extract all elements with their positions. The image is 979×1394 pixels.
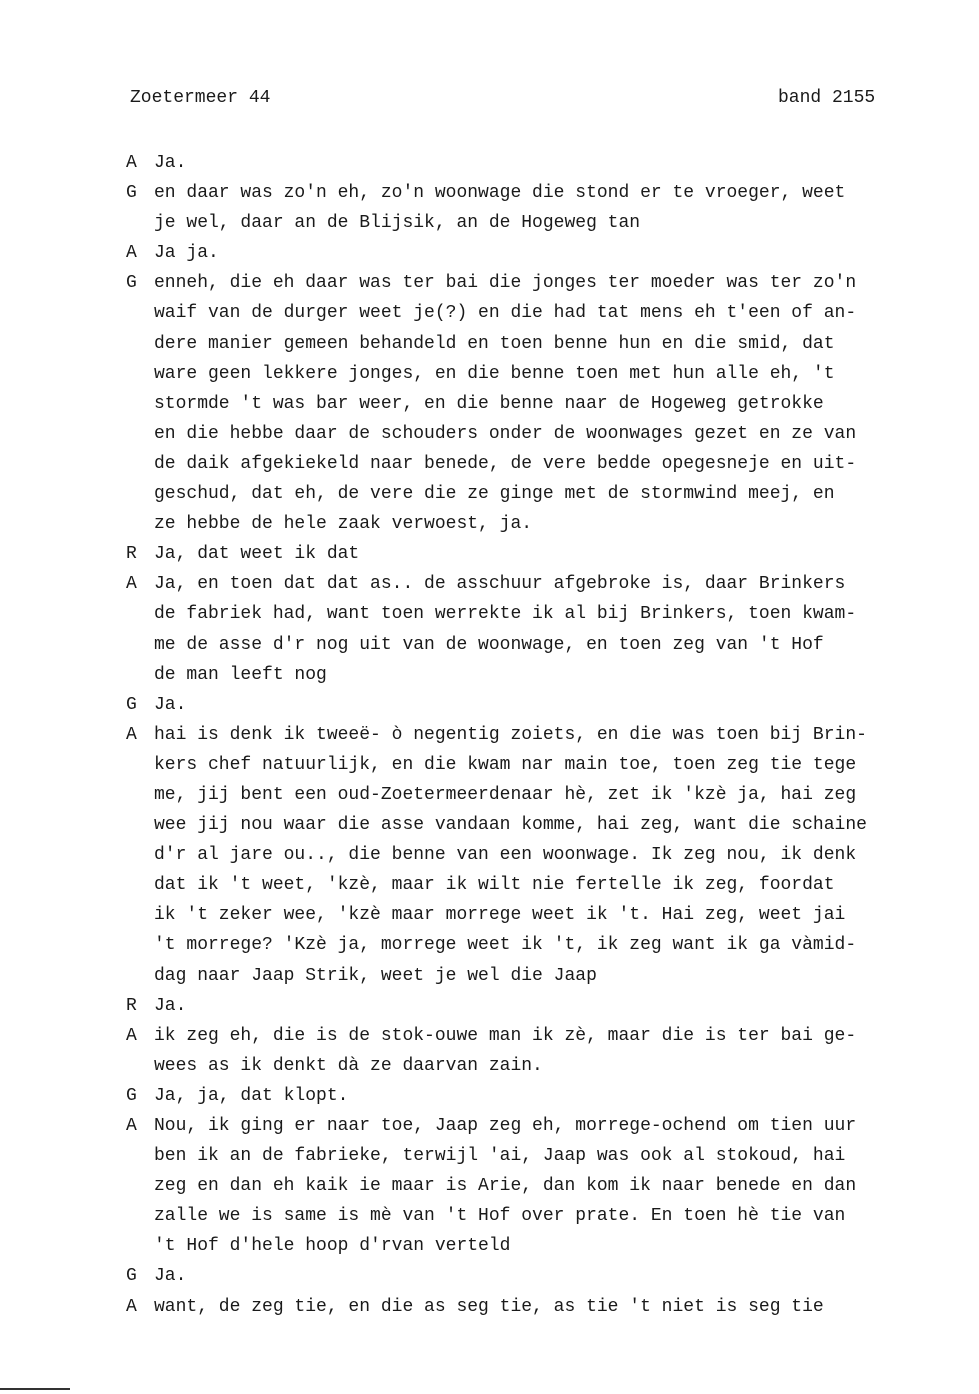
footer-rule xyxy=(0,1388,70,1390)
transcript-line: Ja, dat weet ik dat xyxy=(154,544,360,565)
transcript-turn xyxy=(126,268,966,539)
transcript-line: de man leeft nog xyxy=(154,664,327,685)
turn-text xyxy=(154,268,966,539)
transcript-line: Nou, ik ging er naar toe, Jaap zeg eh, morrege-ochend om tien uur xyxy=(154,1116,857,1136)
transcript-line: zalle we is same is mè van 't Hof over prate. En toen hè tie van xyxy=(154,1206,846,1227)
transcript-line: stormde 't was bar weer, en die benne naar de Hogeweg getrokke xyxy=(154,393,824,414)
transcript-line: me de asse d'r nog uit van de woonwage, en toen zeg van 't Hof xyxy=(154,634,824,655)
transcript-line: ik zeg eh, die is de stok-ouwe man ik zè, maar die is ter bai ge- xyxy=(154,1025,857,1046)
transcript-line: 't morrege? 'Kzè ja, morrege weet ik 't, ik zeg want ik ga vàmid- xyxy=(154,935,857,956)
speaker-code: G xyxy=(126,183,137,204)
turn-text xyxy=(154,238,966,268)
speaker-code: A xyxy=(126,574,137,595)
transcript-turn xyxy=(126,690,966,720)
turn-text xyxy=(154,148,966,178)
transcript-turn xyxy=(126,569,966,689)
transcript-turn xyxy=(126,238,966,268)
turn-text xyxy=(154,539,966,569)
transcript-line: hai is denk ik tweeë- ò negentig zoiets, en die was toen bij Brin- xyxy=(154,724,867,745)
speaker-code: R xyxy=(126,995,137,1016)
transcript-line: dere manier gemeen behandeld en toen benne hun en die smid, dat xyxy=(154,333,835,354)
transcript-line: Ja, ja, dat klopt. xyxy=(154,1085,349,1106)
transcript-line: en daar was zo'n eh, zo'n woonwage die stond er te vroeger, weet xyxy=(154,183,846,204)
transcript-line: wee jij nou waar die asse vandaan komme, hai zeg, want die schaine xyxy=(154,815,867,836)
header-location-label: Zoetermeer 44 xyxy=(130,88,271,108)
transcript-line: me, jij bent een oud-Zoetermeerdenaar hè, zet ik 'kzè ja, hai zeg xyxy=(154,784,857,805)
speaker-code: A xyxy=(126,1116,137,1136)
transcript-turn xyxy=(126,1021,966,1081)
transcript-line: zeg en dan eh kaik ie maar is Arie, dan kom ik naar benede en dan xyxy=(154,1176,857,1197)
turn-text xyxy=(154,1021,966,1081)
transcript-line: want, de zeg tie, en die as seg tie, as tie 't niet is seg tie xyxy=(154,1296,824,1317)
transcript-line: enneh, die eh daar was ter bai die jonges ter moeder was ter zo'n xyxy=(154,273,857,294)
transcript-line: Ja ja. xyxy=(154,243,219,264)
transcript-turn xyxy=(126,148,966,178)
turn-text xyxy=(154,690,966,720)
transcript-line: ik 't zeker wee, 'kzè maar morrege weet ik 't. Hai zeg, weet jai xyxy=(154,905,846,926)
transcript-turn xyxy=(126,720,966,991)
transcript-line: ware geen lekkere jonges, en die benne toen met hun alle eh, 't xyxy=(154,363,835,384)
turn-text xyxy=(154,1292,966,1322)
transcript-line: ze hebbe de hele zaak verwoest, ja. xyxy=(154,514,533,535)
transcript-line: de fabriek had, want toen werrekte ik al bij Brinkers, toen kwam- xyxy=(154,604,857,625)
transcript-turn xyxy=(126,991,966,1021)
turn-text xyxy=(154,1261,966,1291)
speaker-code: G xyxy=(126,1085,137,1106)
speaker-code: A xyxy=(126,153,137,173)
transcript-turn xyxy=(126,178,966,238)
transcript-line: Ja, en toen dat dat as.. de asschuur afgebroke is, daar Brinkers xyxy=(154,574,846,595)
transcript-line: Ja. xyxy=(154,1266,187,1287)
turn-text xyxy=(154,569,966,689)
transcript-line: waif van de durger weet je(?) en die had tat mens eh t'een of an- xyxy=(154,303,857,324)
transcript-line: je wel, daar an de Blijsik, an de Hogeweg tan xyxy=(154,213,641,234)
transcript-line: kers chef natuurlijk, en die kwam nar main toe, toen zeg tie tege xyxy=(154,754,857,775)
turn-text xyxy=(154,178,966,238)
transcript-turn xyxy=(126,1111,966,1261)
transcript-line: d'r al jare ou.., die benne van een woonwage. Ik zeg nou, ik denk xyxy=(154,845,857,866)
speaker-code: R xyxy=(126,544,137,565)
turn-text xyxy=(154,1081,966,1111)
transcript-line: Ja. xyxy=(154,694,187,715)
transcript-line: dag naar Jaap Strik, weet je wel die Jaap xyxy=(154,965,597,986)
transcript-line: geschud, dat eh, de vere die ze ginge met de stormwind meej, en xyxy=(154,484,835,505)
speaker-code: A xyxy=(126,243,137,264)
transcript-body xyxy=(126,148,966,1322)
turn-text xyxy=(154,991,966,1021)
transcript-turn xyxy=(126,539,966,569)
turn-text xyxy=(154,720,966,991)
turn-text xyxy=(154,1111,966,1261)
speaker-code: G xyxy=(126,1266,137,1287)
transcript-line: ben ik an de fabrieke, terwijl 'ai, Jaap was ook al stokoud, hai xyxy=(154,1146,846,1167)
transcript-line: 't Hof d'hele hoop d'rvan verteld xyxy=(154,1236,511,1257)
speaker-code: A xyxy=(126,1296,137,1317)
transcript-turn xyxy=(126,1292,966,1322)
transcript-line: en die hebbe daar de schouders onder de woonwages gezet en ze van xyxy=(154,423,857,444)
speaker-code: A xyxy=(126,1025,137,1046)
transcript-line: de daik afgekiekeld naar benede, de vere bedde opegesneje en uit- xyxy=(154,453,857,474)
transcript-turn xyxy=(126,1261,966,1291)
transcript-turn xyxy=(126,1081,966,1111)
transcript-line: dat ik 't weet, 'kzè, maar ik wilt nie fertelle ik zeg, foordat xyxy=(154,875,835,896)
header-band-label: band 2155 xyxy=(778,88,876,108)
transcript-line: wees as ik denkt dà ze daarvan zain. xyxy=(154,1055,543,1076)
transcript-line: Ja. xyxy=(154,995,187,1016)
speaker-code: A xyxy=(126,724,137,745)
speaker-code: G xyxy=(126,694,137,715)
speaker-code: G xyxy=(126,273,137,294)
transcript-line: Ja. xyxy=(154,153,187,173)
